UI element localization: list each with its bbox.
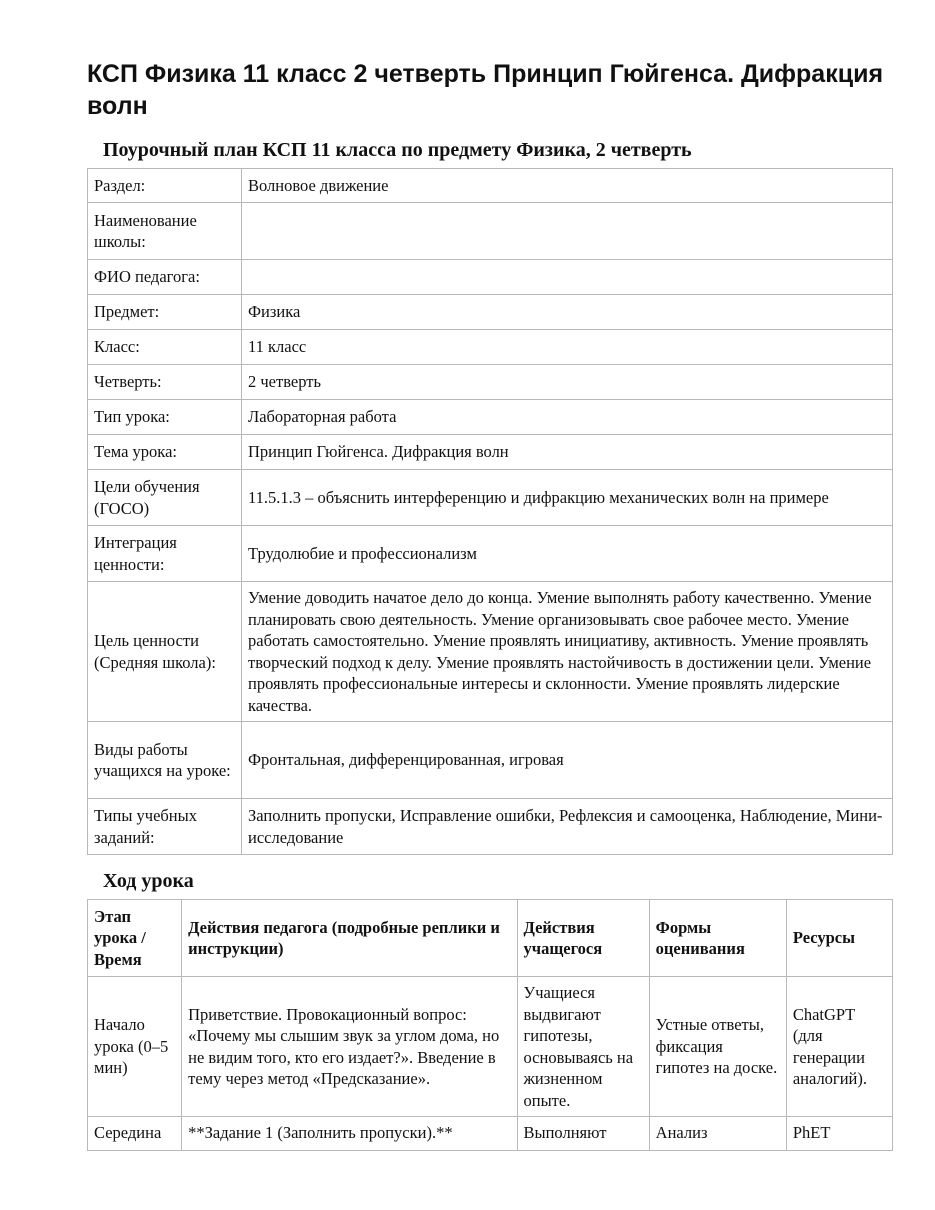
- column-header: Действия учащегося: [517, 900, 649, 977]
- info-value: Заполнить пропуски, Исправление ошибки, Рефлексия и самооценка, Наблюдение, Мини-исследование: [242, 799, 893, 855]
- plan-heading: Поурочный план КСП 11 класса по предмету Физика, 2 четверть: [103, 139, 692, 161]
- table-cell: Середина: [88, 1117, 182, 1151]
- info-label: Цель ценности (Средняя школа):: [88, 582, 242, 722]
- table-cell: Приветствие. Провокационный вопрос: «Почему мы слышим звук за углом дома, но не видим того, кто его издает?». Введение в тему через метод «Предсказание».: [182, 977, 517, 1117]
- lesson-info-table: [87, 168, 893, 855]
- document-page: [87, 58, 893, 1151]
- info-label: Четверть:: [88, 365, 242, 400]
- info-value: Принцип Гюйгенса. Дифракция волн: [242, 435, 893, 470]
- table-cell: PhET: [786, 1117, 892, 1151]
- table-row: [88, 722, 893, 799]
- table-row: [88, 582, 893, 722]
- table-row: [88, 203, 893, 260]
- info-value: Фронтальная, дифференцированная, игровая: [242, 722, 893, 799]
- info-label: Класс:: [88, 330, 242, 365]
- info-label: Тема урока:: [88, 435, 242, 470]
- lesson-progress-heading: Ход урока: [103, 870, 194, 892]
- info-label: Наименование школы:: [88, 203, 242, 260]
- info-label: Виды работы учащихся на уроке:: [88, 722, 242, 799]
- column-header: Этап урока / Время: [88, 900, 182, 977]
- table-row: [88, 526, 893, 582]
- table-row: [88, 977, 893, 1117]
- info-value: Трудолюбие и профессионализм: [242, 526, 893, 582]
- table-row: [88, 435, 893, 470]
- table-cell: Устные ответы, фиксация гипотез на доске.: [649, 977, 786, 1117]
- table-cell: ChatGPT (для генерации аналогий).: [786, 977, 892, 1117]
- document-title: КСП Физика 11 класс 2 четверть Принцип Гюйгенса. Дифракция волн: [87, 60, 884, 120]
- info-label: Тип урока:: [88, 400, 242, 435]
- table-cell: **Задание 1 (Заполнить пропуски).**: [182, 1117, 517, 1151]
- info-label: Предмет:: [88, 295, 242, 330]
- table-row: [88, 295, 893, 330]
- info-label: Цели обучения (ГОСО): [88, 470, 242, 526]
- table-row: [88, 470, 893, 526]
- table-row: [88, 799, 893, 855]
- table-row: [88, 400, 893, 435]
- info-label: Раздел:: [88, 169, 242, 203]
- info-value: 2 четверть: [242, 365, 893, 400]
- info-value: Волновое движение: [242, 169, 893, 203]
- table-row: [88, 1117, 893, 1151]
- info-value: [242, 203, 893, 260]
- table-cell: Начало урока (0–5 мин): [88, 977, 182, 1117]
- info-label: Интеграция ценности:: [88, 526, 242, 582]
- table-cell: Учащиеся выдвигают гипотезы, основываясь на жизненном опыте.: [517, 977, 649, 1117]
- info-value: [242, 260, 893, 295]
- table-cell: Анализ: [649, 1117, 786, 1151]
- info-label: Типы учебных заданий:: [88, 799, 242, 855]
- table-header-row: [88, 900, 893, 977]
- table-cell: Выполняют: [517, 1117, 649, 1151]
- info-value: Лабораторная работа: [242, 400, 893, 435]
- info-value: 11.5.1.3 – объяснить интерференцию и дифракцию механических волн на примере: [242, 470, 893, 526]
- table-row: [88, 169, 893, 203]
- info-value: Физика: [242, 295, 893, 330]
- column-header: Ресурсы: [786, 900, 892, 977]
- table-row: [88, 260, 893, 295]
- column-header: Формы оценивания: [649, 900, 786, 977]
- info-label: ФИО педагога:: [88, 260, 242, 295]
- lesson-flow-table: [87, 899, 893, 1151]
- info-value: Умение доводить начатое дело до конца. Умение выполнять работу качественно. Умение планировать свою деятельность. Умение организовывать свое рабочее место. Умение работать самостоятельно. Умение проявлять инициативу, активность. Умение проявлять творческий подход к делу. Умение проявлять настойчивость в достижении цели. Умение проявлять профессиональные интересы и склонности. Умение проявлять лидерские качества.: [242, 582, 893, 722]
- table-row: [88, 365, 893, 400]
- info-value: 11 класс: [242, 330, 893, 365]
- column-header: Действия педагога (подробные реплики и инструкции): [182, 900, 517, 977]
- table-row: [88, 330, 893, 365]
